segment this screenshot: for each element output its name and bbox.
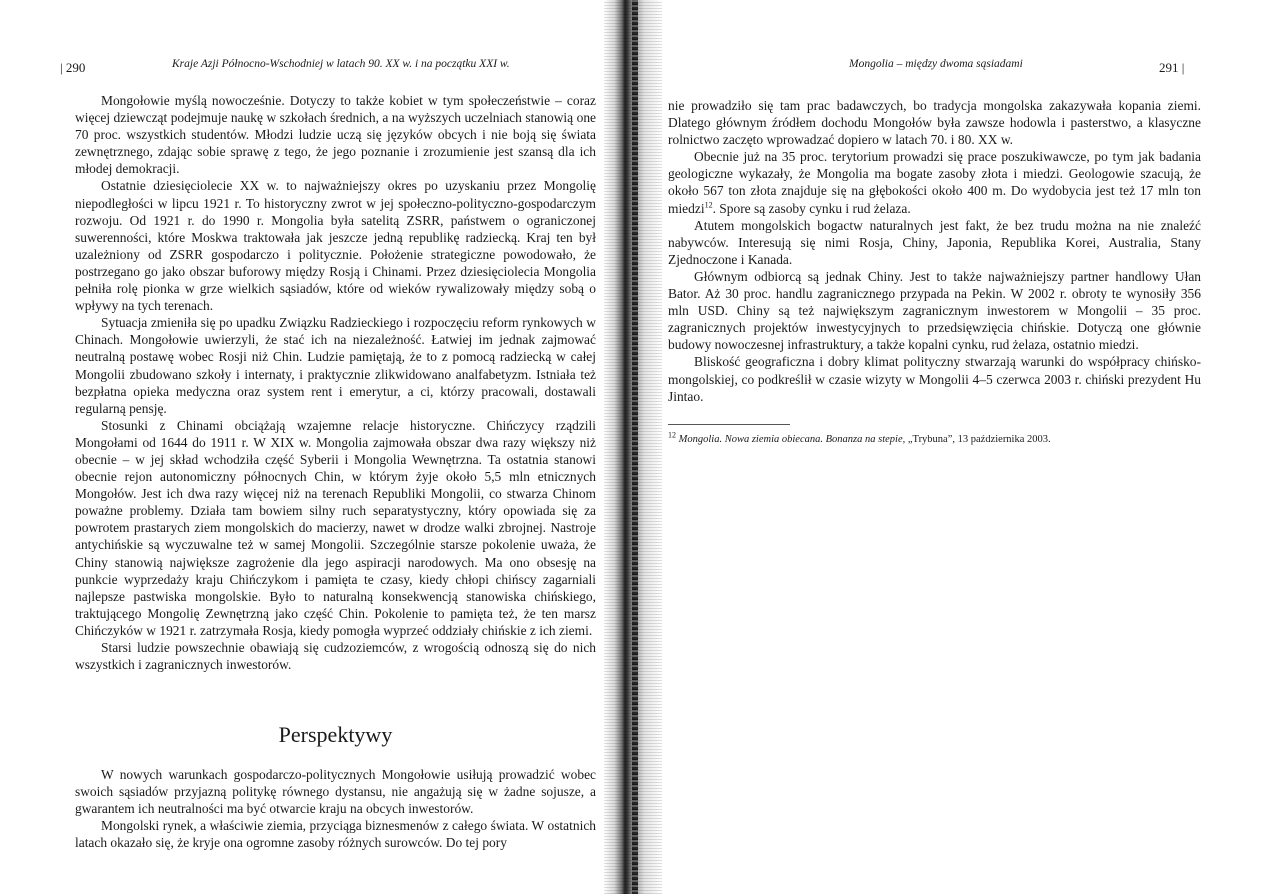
paragraph: W nowych warunkach gospodarczo-politycznych Mongołowie usiłują prowadzić wobec swoich sąsiadów przyjazną politykę równego dystansu, nie angażują się w żadne sojusze, a gwarantem ich neutralności ma być otwarcie kraju na obcych inwestorów.	[75, 767, 596, 817]
paragraph: Mongolski rynek, a właściwie ziemia, przyciąga biznesmenów z całego świata. W ostatnich latach okazało się, że kryje ona ogromne zasoby różnych surowców. Do tej pory	[75, 818, 596, 851]
paragraph: Mongołowie myślą nowocześnie. Dotyczy to także kobiet w tym społeczeństwie – coraz więcej dziewcząt podejmuje naukę w szkołach średnich, a na wyższych uczelniach stanowią one 70 proc. wszystkich studentów. Młodzi ludzie uczą się języków obcych i nie boją się świata zewnętrznego, zdając sobie sprawę z tego, że jego poznanie i zrozumienie jest szansą dla ich młodej demokracji.	[75, 93, 596, 177]
section-heading: Perspektywy	[278, 722, 393, 747]
right-page	[640, 0, 1262, 894]
paragraph	[668, 148, 1201, 216]
paragraph: Stosunki z Chinami obciążają wzajemne relacje historyczne. Chińczycy rządzili Mongołami od 1644 do 1911 r. W XIX w. Mongolia zajmowała obszar dwa razy większy niż obecnie – w jej skład wchodziła część Syberii i Mongolia Wewnętrzna. Ta ostatnia stanowi obecnie rejon autonomiczny północnych Chin, w którym żyje około 5,5 mln etnicznych Mongołów. Jest ich dwa razy więcej niż na terenach Republiki Mongolii, co stwarza Chinom poważne problemy. Działa tam bowiem silny ruch separatystyczny, który opowiada się za powrotem prastarych ziem mongolskich do macierzy, nawet w drodze walki zbrojnej. Nastroje antychińskie są wyczuwalne też w samej Mongolii. Szczególnie starsze pokolenie uważa, że Chiny stanowią największe zagrożenie dla jego aspiracji narodowych. Ma ono obsesję na punkcie wyprzedaży kraju Chińczykom i pamięta te czasy, kiedy chłopi chińscy zagarniali najlepsze pastwiska mongolskie. Było to naturalną konsekwencją stanowiska chińskiego, traktującego Mongolię Zewnętrzną jako część Chin. Pokolenie to pamięta też, że ten marsz Chińczyków w 1921 r. zatrzymała Rosja, kiedy pomogła wyprzeć oddziały chińskie z ich ziemi.	[75, 417, 596, 638]
right-page-number: 291 |	[1159, 60, 1185, 75]
footnote-reference: 12	[704, 200, 713, 210]
paragraph: Głównym odbiorcą są jednak Chiny. Jest to także najważniejszy partner handlowy Ułan Bator. Aż 30 proc. handlu zagranicznego przypada na Pekin. W 2002 r. obroty te wynosiły 356 mln USD. Chiny są też największym zagranicznym inwestorem w Mongolii – 35 proc. zagranicznych projektów inwestycyjnych to przedsięwzięcia chińskie. Dotyczą one głównie budowy nowoczesnej infrastruktury, a także kopalni cynku, rud żelaza, ostatnio miedzi.	[668, 268, 1201, 353]
footnote-title: Mongolia. Nowa ziemia obiecana. Bonanza na stepie,	[678, 434, 906, 445]
paragraph: Bliskość geograficzna i dobry klimat polityczny stwarzają warunki do współpracy chińsko-mongolskiej, co podkreślił w czasie wizyty w Mongolii 4–5 czerwca 2003 r. chiński prezydent Hu Jintao.	[668, 354, 1201, 404]
right-body-text	[668, 97, 1201, 405]
paragraph: Starsi ludzie powszechnie obawiają się cudzoziemców, z wrogością odnoszą się do nich wszystkich i zagranicznych inwestorów.	[75, 640, 596, 673]
paragraph: nie prowadziło się tam prac badawczych, bo tradycja mongolska zakazywała kopania ziemi. Dlatego głównym źródłem dochodu Mongołów była zawsze hodowla i pasterstwo, a klasyczne rolnictwo zaczęto wprowadzać dopiero w latach 70. i 80. XX w.	[668, 98, 1201, 148]
left-running-head: Kraje Azji Północno-Wschodniej w latach 90. XX w. i na początku XXI w.	[172, 58, 510, 70]
left-page-number: | 290	[60, 60, 86, 75]
footnote-source: „Trybuna”, 13 października 2003.	[905, 434, 1051, 445]
footnote-number: 12	[668, 430, 676, 440]
right-running-head: Mongolia – między dwoma sąsiadami	[849, 58, 1023, 70]
paragraph-text: Obecnie już na 35 proc. terytorium prowadzi się prace poszukiwawcze, po tym jak badania geologiczne wykazały, że Mongolia ma bogate zasoby złota i miedzi. Geologowie szacują, że około 567 ton złota znajduje się na głębokości około 400 m. Do wydobycia jest też 17 mln ton miedzi	[668, 149, 1201, 216]
paragraph-text-tail: . Spore są zasoby cynku i rud żelaza.	[712, 200, 911, 216]
paragraph: Atutem mongolskich bogactw naturalnych jest fakt, że bez trudu można na nie znaleźć nabywców. Interesują się nimi Rosja, Chiny, Japonia, Republika Korei, Australia, Stany Zjednoczone i Kanada.	[668, 217, 1201, 267]
left-body-text	[75, 92, 596, 673]
footnote	[668, 430, 1201, 447]
paragraph: Ostatnie dziesięciolecie XX w. to najważniejszy okres po uzyskaniu przez Mongolię niepodległości w lipcu 1921 r. To historyczny zwrot w jej społeczno-polityczno-gospodarczym rozwoju. Od 1921 r. do 1990 r. Mongolia była satelitą ZSRR, państwem o ograniczonej suwerenności, które Moskwa traktowała jak jeszcze jedną republikę radziecką. Kraj ten był uzależniony od ZSRR gospodarczo i politycznie. Położenie strategiczne powodowało, że postrzegano go jako obszar buforowy między Rosją i Chinami. Przez dziesięciolecia Mongolia pełniła rolę pionka w grze wielkich sąsiadów, które od wieków rywalizowały między sobą o wpływy na tych terenach.	[75, 178, 596, 314]
paragraph: Sytuacja zmieniła się po upadku Związku Radzieckiego i rozpoczęciu reform rynkowych w Chinach. Mongołowie uwierzyli, że stać ich na niezależność. Łatwiej im jednak zajmować neutralną postawę wobec Rosji niż Chin. Ludzie pamiętają, że to z pomocą radziecką w całej Mongolii zbudowano szkoły i internaty, i praktycznie zlikwidowano analfabetyzm. Istniała też bezpłatna opieka medyczna oraz system rent i emerytur, a ci, którzy pracowali, dostawali regularną pensję.	[75, 315, 596, 416]
footnote-divider	[668, 424, 790, 425]
section-body-text	[75, 766, 596, 851]
left-page	[0, 0, 620, 894]
